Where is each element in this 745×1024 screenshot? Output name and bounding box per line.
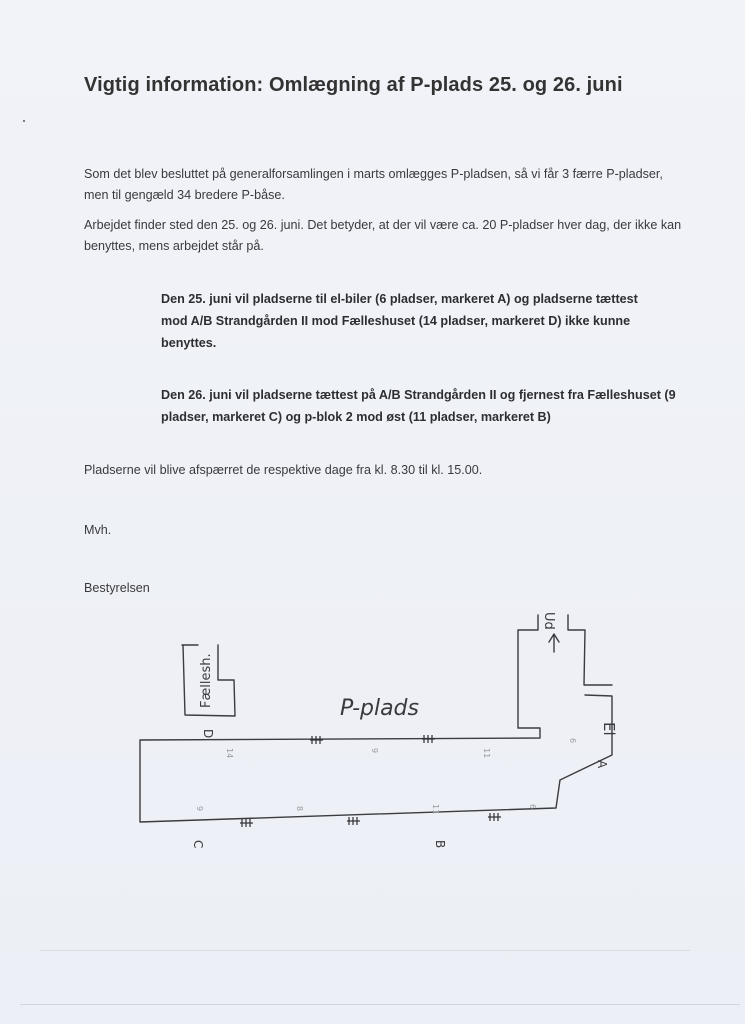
- count-bottom-mid-right: 11: [431, 804, 440, 815]
- sketch-title: P-plads: [340, 696, 419, 721]
- count-top-left: 14: [225, 748, 234, 759]
- count-top-right: 11: [482, 748, 491, 759]
- count-bottom-left: 9: [195, 806, 204, 812]
- schedule-paragraph: Arbejdet finder sted den 25. og 26. juni. Det betyder, at der vil være ca. 20 P-pladser hver dag, der ikke kan benyttes, mens arbejdet står på.: [84, 218, 682, 253]
- parking-sketch: [0, 590, 745, 890]
- barrier-mark-top-2: [422, 735, 435, 743]
- barrier-mark-bottom-3: [488, 813, 501, 821]
- day1-notice: Den 25. juni vil pladserne til el-biler (6 pladser, markeret A) og pladserne tættest mod A/B Strandgården II mod Fælleshuset (14 pladser, markeret D) ikke kunne benyttes.: [161, 292, 638, 350]
- scan-edge-line: [40, 950, 690, 951]
- marker-a: A: [595, 760, 609, 769]
- el-charging-label: El: [600, 722, 618, 736]
- count-bottom-right: 6: [528, 804, 537, 810]
- intro-paragraph: Som det blev besluttet på generalforsamlingen i marts omlægges P-pladsen, så vi får 3 færre P-pladser, men til gengæld 34 bredere P-båse.: [84, 167, 663, 202]
- scan-speck: [23, 120, 25, 122]
- closing-time-text: Pladserne vil blive afspærret de respektive dage fra kl. 8.30 til kl. 15.00.: [84, 463, 483, 477]
- signature-text: Bestyrelsen: [84, 581, 150, 595]
- barrier-mark-bottom-1: [240, 819, 253, 827]
- page-title: Vigtig information: Omlægning af P-plads 25. og 26. juni: [84, 74, 623, 96]
- barrier-mark-bottom-2: [347, 817, 360, 825]
- count-side: 6: [568, 738, 577, 744]
- day2-notice: Den 26. juni vil pladserne tættest på A/B Strandgården II og fjernest fra Fælleshuset (9 pladser, markeret C) og p-blok 2 mod øst (11 pladser, markeret B): [161, 388, 676, 424]
- barrier-mark-top-1: [310, 736, 323, 744]
- count-bottom-mid-left: 8: [295, 806, 304, 812]
- exit-arrow-icon: [549, 634, 559, 652]
- scan-bottom-line: [20, 1004, 740, 1005]
- marker-c: C: [191, 840, 205, 849]
- marker-b: B: [433, 840, 447, 849]
- greeting-text: Mvh.: [84, 523, 112, 537]
- exit-label: Ud: [541, 612, 556, 630]
- count-top-mid: 9: [370, 748, 379, 754]
- marker-d: D: [201, 729, 215, 739]
- community-house-label: Fællesh.: [199, 653, 214, 708]
